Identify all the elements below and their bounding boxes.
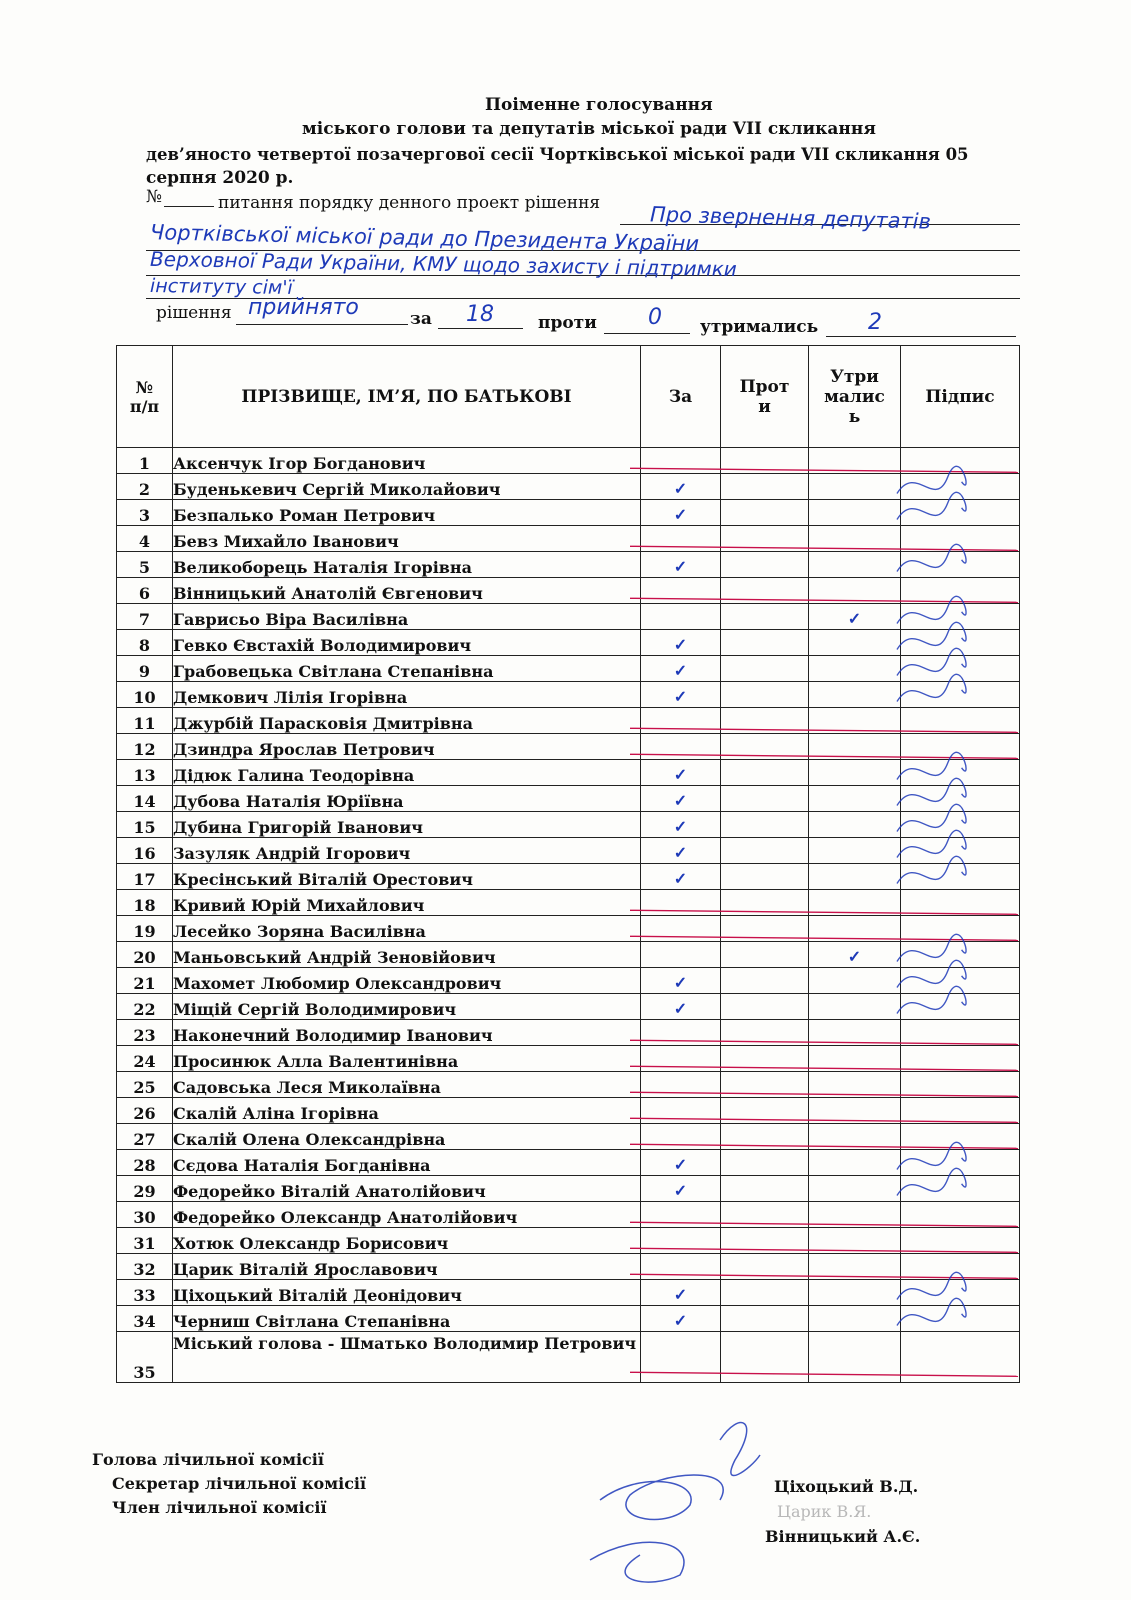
row-za-mark: ✓ xyxy=(641,630,721,656)
row-utrymalys-mark xyxy=(809,864,901,890)
row-name: Ціхоцький Віталій Деонідович xyxy=(173,1280,641,1306)
question-handwritten-line-1: Про звернення депутатів xyxy=(649,202,932,234)
row-number: 19 xyxy=(117,916,173,942)
table-row xyxy=(117,760,1020,786)
table-row xyxy=(117,1150,1020,1176)
row-proty-mark xyxy=(721,1254,809,1280)
row-utrymalys-mark xyxy=(809,656,901,682)
table-row xyxy=(117,1176,1020,1202)
row-za-mark xyxy=(641,1020,721,1046)
row-utrymalys-mark xyxy=(809,448,901,474)
row-utrymalys-mark xyxy=(809,1254,901,1280)
row-proty-mark xyxy=(721,864,809,890)
row-utrymalys-mark xyxy=(809,994,901,1020)
row-utrymalys-mark xyxy=(809,838,901,864)
row-utrymalys-mark xyxy=(809,578,901,604)
table-row xyxy=(117,1228,1020,1254)
row-proty-mark xyxy=(721,500,809,526)
row-proty-mark xyxy=(721,552,809,578)
footer-signature-scribble xyxy=(590,1475,723,1582)
row-proty-mark xyxy=(721,760,809,786)
row-utrymalys-mark xyxy=(809,734,901,760)
question-number-blank xyxy=(164,206,214,207)
row-signature-cell xyxy=(901,916,1020,942)
row-signature-cell xyxy=(901,1332,1020,1383)
row-signature-cell xyxy=(901,1046,1020,1072)
row-number: 5 xyxy=(117,552,173,578)
row-signature-cell xyxy=(901,968,1020,994)
table-row xyxy=(117,500,1020,526)
row-utrymalys-mark xyxy=(809,1150,901,1176)
row-name: Махомет Любомир Олександрович xyxy=(173,968,641,994)
row-proty-mark xyxy=(721,1098,809,1124)
secretary-label: Секретар лічильної комісії xyxy=(112,1474,367,1493)
table-row xyxy=(117,838,1020,864)
row-za-mark xyxy=(641,890,721,916)
member-name: Вінницький А.Є. xyxy=(765,1527,921,1546)
row-number: 21 xyxy=(117,968,173,994)
row-za-mark: ✓ xyxy=(641,786,721,812)
row-proty-mark xyxy=(721,578,809,604)
row-signature-cell xyxy=(901,864,1020,890)
row-proty-mark xyxy=(721,916,809,942)
vote-rows xyxy=(117,448,1020,1383)
session-line: дев’яносто четвертої позачергової сесії Чортківської міської ради VII скликання 05 xyxy=(146,145,969,164)
row-utrymalys-mark xyxy=(809,552,901,578)
question-number-prefix: № xyxy=(146,187,163,207)
row-name: Джурбій Парасковія Дмитрівна xyxy=(173,708,641,734)
col-header-proty: Прот и xyxy=(721,346,809,448)
row-signature-cell xyxy=(901,760,1020,786)
row-name: Садовська Леся Миколаївна xyxy=(173,1072,641,1098)
table-row xyxy=(117,552,1020,578)
row-proty-mark xyxy=(721,1228,809,1254)
row-utrymalys-mark xyxy=(809,526,901,552)
row-name: Грабовецька Світлана Степанівна xyxy=(173,656,641,682)
row-za-mark: ✓ xyxy=(641,1176,721,1202)
row-utrymalys-mark xyxy=(809,1306,901,1332)
table-row xyxy=(117,786,1020,812)
row-name: Гевко Євстахій Володимирович xyxy=(173,630,641,656)
row-signature-cell xyxy=(901,1202,1020,1228)
row-za-mark xyxy=(641,942,721,968)
col-header-signature: Підпис xyxy=(901,346,1020,448)
row-number: 12 xyxy=(117,734,173,760)
row-signature-cell xyxy=(901,1176,1020,1202)
row-number: 29 xyxy=(117,1176,173,1202)
row-name: Дубина Григорій Іванович xyxy=(173,812,641,838)
row-za-mark xyxy=(641,526,721,552)
table-row xyxy=(117,812,1020,838)
row-number: 14 xyxy=(117,786,173,812)
decision-label: рішення xyxy=(156,303,232,323)
row-signature-cell xyxy=(901,812,1020,838)
row-utrymalys-mark xyxy=(809,1332,901,1383)
row-utrymalys-mark xyxy=(809,682,901,708)
row-za-mark: ✓ xyxy=(641,1150,721,1176)
row-utrymalys-mark xyxy=(809,1020,901,1046)
date-line: серпня 2020 р. xyxy=(146,168,294,188)
row-number: 9 xyxy=(117,656,173,682)
row-za-mark xyxy=(641,1254,721,1280)
row-proty-mark xyxy=(721,890,809,916)
vote-table xyxy=(116,345,1020,1383)
row-name: Кривий Юрій Михайлович xyxy=(173,890,641,916)
row-za-mark: ✓ xyxy=(641,656,721,682)
row-proty-mark xyxy=(721,1150,809,1176)
row-proty-mark xyxy=(721,734,809,760)
row-proty-mark xyxy=(721,968,809,994)
row-name: Хотюк Олександр Борисович xyxy=(173,1228,641,1254)
row-signature-cell xyxy=(901,526,1020,552)
question-label: питання порядку денного проект рішення xyxy=(218,193,601,213)
row-signature-cell xyxy=(901,1150,1020,1176)
row-proty-mark xyxy=(721,942,809,968)
row-number: 32 xyxy=(117,1254,173,1280)
question-handwritten-line-3: Верховної Ради України, КМУ щодо захисту і підтримки xyxy=(149,246,737,282)
table-row xyxy=(117,864,1020,890)
row-signature-cell xyxy=(901,578,1020,604)
utrymalys-label: утримались xyxy=(700,317,819,337)
row-signature-cell xyxy=(901,708,1020,734)
row-name: Вінницький Анатолій Євгенович xyxy=(173,578,641,604)
row-number: 24 xyxy=(117,1046,173,1072)
row-number: 20 xyxy=(117,942,173,968)
row-proty-mark xyxy=(721,1176,809,1202)
row-name: Федорейко Віталій Анатолійович xyxy=(173,1176,641,1202)
row-name: Маньовський Андрій Зеновійович xyxy=(173,942,641,968)
row-za-mark xyxy=(641,604,721,630)
row-utrymalys-mark xyxy=(809,1072,901,1098)
row-name: Демкович Лілія Ігорівна xyxy=(173,682,641,708)
row-number: 6 xyxy=(117,578,173,604)
table-row xyxy=(117,604,1020,630)
row-utrymalys-mark xyxy=(809,1046,901,1072)
proty-label: проти xyxy=(538,313,597,333)
utrymalys-value: 2 xyxy=(868,310,882,335)
row-utrymalys-mark xyxy=(809,1176,901,1202)
row-number: 22 xyxy=(117,994,173,1020)
row-signature-cell xyxy=(901,656,1020,682)
row-utrymalys-mark: ✓ xyxy=(809,942,901,968)
row-signature-cell xyxy=(901,1306,1020,1332)
row-signature-cell xyxy=(901,994,1020,1020)
row-za-mark xyxy=(641,448,721,474)
row-proty-mark xyxy=(721,656,809,682)
row-number: 13 xyxy=(117,760,173,786)
row-proty-mark xyxy=(721,1306,809,1332)
col-header-utrymalys: Утри малис ь xyxy=(809,346,901,448)
row-za-mark xyxy=(641,734,721,760)
row-name: Черниш Світлана Степанівна xyxy=(173,1306,641,1332)
table-row xyxy=(117,526,1020,552)
row-proty-mark xyxy=(721,1072,809,1098)
row-za-mark xyxy=(641,916,721,942)
row-utrymalys-mark: ✓ xyxy=(809,604,901,630)
row-proty-mark xyxy=(721,1124,809,1150)
row-proty-mark xyxy=(721,1280,809,1306)
table-row xyxy=(117,1306,1020,1332)
table-row xyxy=(117,734,1020,760)
row-proty-mark xyxy=(721,630,809,656)
table-row xyxy=(117,1046,1020,1072)
table-row xyxy=(117,1254,1020,1280)
row-number: 33 xyxy=(117,1280,173,1306)
table-row xyxy=(117,474,1020,500)
decision-underline xyxy=(236,324,408,325)
row-name: Буденькевич Сергій Миколайович xyxy=(173,474,641,500)
row-za-mark: ✓ xyxy=(641,1280,721,1306)
table-row xyxy=(117,578,1020,604)
row-proty-mark xyxy=(721,1020,809,1046)
table-row xyxy=(117,656,1020,682)
row-number: 8 xyxy=(117,630,173,656)
row-number: 3 xyxy=(117,500,173,526)
row-proty-mark xyxy=(721,994,809,1020)
row-name: Зазуляк Андрій Ігорович xyxy=(173,838,641,864)
table-row xyxy=(117,1020,1020,1046)
row-name: Міщій Сергій Володимирович xyxy=(173,994,641,1020)
row-name: Дзиндра Ярослав Петрович xyxy=(173,734,641,760)
row-signature-cell xyxy=(901,682,1020,708)
row-za-mark: ✓ xyxy=(641,552,721,578)
page-subtitle: міського голови та депутатів міської ради VII скликання xyxy=(302,119,876,139)
row-utrymalys-mark xyxy=(809,760,901,786)
table-row xyxy=(117,994,1020,1020)
row-number: 15 xyxy=(117,812,173,838)
row-za-mark: ✓ xyxy=(641,474,721,500)
row-signature-cell xyxy=(901,838,1020,864)
col-header-number: № п/п xyxy=(117,346,173,448)
row-number: 11 xyxy=(117,708,173,734)
za-value: 18 xyxy=(466,302,494,327)
row-utrymalys-mark xyxy=(809,1202,901,1228)
row-number: 25 xyxy=(117,1072,173,1098)
row-number: 30 xyxy=(117,1202,173,1228)
row-proty-mark xyxy=(721,1202,809,1228)
row-name: Скалій Аліна Ігорівна xyxy=(173,1098,641,1124)
row-signature-cell xyxy=(901,942,1020,968)
row-proty-mark xyxy=(721,474,809,500)
row-utrymalys-mark xyxy=(809,474,901,500)
row-za-mark: ✓ xyxy=(641,760,721,786)
row-utrymalys-mark xyxy=(809,500,901,526)
table-row xyxy=(117,890,1020,916)
row-number: 4 xyxy=(117,526,173,552)
row-utrymalys-mark xyxy=(809,1280,901,1306)
row-number: 18 xyxy=(117,890,173,916)
table-row xyxy=(117,448,1020,474)
table-row xyxy=(117,942,1020,968)
row-utrymalys-mark xyxy=(809,890,901,916)
row-proty-mark xyxy=(721,526,809,552)
col-header-za: За xyxy=(641,346,721,448)
row-name: Великоборець Наталія Ігорівна xyxy=(173,552,641,578)
row-za-mark xyxy=(641,578,721,604)
row-za-mark: ✓ xyxy=(641,1306,721,1332)
row-name: Царик Віталій Ярославович xyxy=(173,1254,641,1280)
row-signature-cell xyxy=(901,1254,1020,1280)
row-number: 28 xyxy=(117,1150,173,1176)
row-za-mark xyxy=(641,1332,721,1383)
row-name: Бевз Михайло Іванович xyxy=(173,526,641,552)
row-signature-cell xyxy=(901,500,1020,526)
row-proty-mark xyxy=(721,812,809,838)
row-number: 27 xyxy=(117,1124,173,1150)
row-za-mark xyxy=(641,1098,721,1124)
row-proty-mark xyxy=(721,682,809,708)
row-name: Дідюк Галина Теодорівна xyxy=(173,760,641,786)
row-proty-mark xyxy=(721,838,809,864)
member-label: Член лічильної комісії xyxy=(112,1498,327,1517)
row-number: 26 xyxy=(117,1098,173,1124)
page-title: Поіменне голосування xyxy=(485,95,713,115)
row-signature-cell xyxy=(901,630,1020,656)
table-row xyxy=(117,1332,1020,1383)
row-signature-cell xyxy=(901,604,1020,630)
row-number: 34 xyxy=(117,1306,173,1332)
row-proty-mark xyxy=(721,1046,809,1072)
question-handwritten-line-4: інституту сім'ї xyxy=(149,275,293,299)
row-za-mark xyxy=(641,1124,721,1150)
row-signature-cell xyxy=(901,786,1020,812)
row-utrymalys-mark xyxy=(809,968,901,994)
row-signature-cell xyxy=(901,474,1020,500)
utrymalys-underline xyxy=(826,336,1016,337)
row-name: Дубова Наталія Юріївна xyxy=(173,786,641,812)
row-name: Сєдова Наталія Богданівна xyxy=(173,1150,641,1176)
question-handwritten-line-2: Чортківської міської ради до Президента України xyxy=(149,220,700,256)
col-header-name: ПРІЗВИЩЕ, ІМ’Я, ПО БАТЬКОВІ xyxy=(173,346,641,448)
row-utrymalys-mark xyxy=(809,1098,901,1124)
row-name: Федорейко Олександр Анатолійович xyxy=(173,1202,641,1228)
row-signature-cell xyxy=(901,734,1020,760)
row-za-mark xyxy=(641,1046,721,1072)
row-proty-mark xyxy=(721,1332,809,1383)
row-proty-mark xyxy=(721,786,809,812)
row-signature-cell xyxy=(901,1280,1020,1306)
row-name: Просинюк Алла Валентинівна xyxy=(173,1046,641,1072)
row-utrymalys-mark xyxy=(809,812,901,838)
footer-signature-scribble xyxy=(720,1423,760,1476)
row-name: Гаврисьо Віра Василівна xyxy=(173,604,641,630)
row-number: 10 xyxy=(117,682,173,708)
proty-value: 0 xyxy=(648,305,662,330)
row-proty-mark xyxy=(721,604,809,630)
row-proty-mark xyxy=(721,708,809,734)
row-utrymalys-mark xyxy=(809,1228,901,1254)
decision-value: прийнято xyxy=(248,295,359,320)
row-number: 2 xyxy=(117,474,173,500)
row-proty-mark xyxy=(721,448,809,474)
row-name: Лесейко Зоряна Василівна xyxy=(173,916,641,942)
row-za-mark: ✓ xyxy=(641,968,721,994)
table-row xyxy=(117,630,1020,656)
row-za-mark: ✓ xyxy=(641,682,721,708)
row-name: Міський голова - Шматько Володимир Петрович xyxy=(173,1332,641,1383)
row-utrymalys-mark xyxy=(809,916,901,942)
row-number: 23 xyxy=(117,1020,173,1046)
row-utrymalys-mark xyxy=(809,786,901,812)
row-signature-cell xyxy=(901,552,1020,578)
row-signature-cell xyxy=(901,1020,1020,1046)
row-za-mark: ✓ xyxy=(641,838,721,864)
row-signature-cell xyxy=(901,890,1020,916)
table-row xyxy=(117,708,1020,734)
row-za-mark xyxy=(641,708,721,734)
row-signature-cell xyxy=(901,448,1020,474)
row-signature-cell xyxy=(901,1098,1020,1124)
row-number: 35 xyxy=(117,1332,173,1383)
chair-label: Голова лічильної комісії xyxy=(92,1450,324,1469)
row-number: 1 xyxy=(117,448,173,474)
row-name: Наконечний Володимир Іванович xyxy=(173,1020,641,1046)
row-utrymalys-mark xyxy=(809,1124,901,1150)
row-name: Скалій Олена Олександрівна xyxy=(173,1124,641,1150)
row-signature-cell xyxy=(901,1228,1020,1254)
row-signature-cell xyxy=(901,1072,1020,1098)
table-row xyxy=(117,1098,1020,1124)
row-za-mark: ✓ xyxy=(641,864,721,890)
table-row xyxy=(117,1280,1020,1306)
row-za-mark xyxy=(641,1228,721,1254)
row-name: Аксенчук Ігор Богданович xyxy=(173,448,641,474)
table-row xyxy=(117,968,1020,994)
row-signature-cell xyxy=(901,1124,1020,1150)
row-utrymalys-mark xyxy=(809,630,901,656)
row-number: 31 xyxy=(117,1228,173,1254)
table-row xyxy=(117,916,1020,942)
table-row xyxy=(117,1202,1020,1228)
table-row xyxy=(117,1124,1020,1150)
table-row xyxy=(117,1072,1020,1098)
proty-underline xyxy=(604,333,690,334)
row-za-mark xyxy=(641,1202,721,1228)
row-za-mark: ✓ xyxy=(641,500,721,526)
row-name: Безпалько Роман Петрович xyxy=(173,500,641,526)
chair-name: Ціхоцький В.Д. xyxy=(774,1477,919,1496)
row-za-mark: ✓ xyxy=(641,812,721,838)
row-number: 16 xyxy=(117,838,173,864)
row-za-mark xyxy=(641,1072,721,1098)
row-number: 7 xyxy=(117,604,173,630)
row-name: Кресінський Віталій Орестович xyxy=(173,864,641,890)
row-utrymalys-mark xyxy=(809,708,901,734)
row-za-mark: ✓ xyxy=(641,994,721,1020)
za-underline xyxy=(438,328,523,329)
za-label: за xyxy=(410,309,432,329)
row-number: 17 xyxy=(117,864,173,890)
table-row xyxy=(117,682,1020,708)
secretary-name: Царик В.Я. xyxy=(777,1502,872,1521)
